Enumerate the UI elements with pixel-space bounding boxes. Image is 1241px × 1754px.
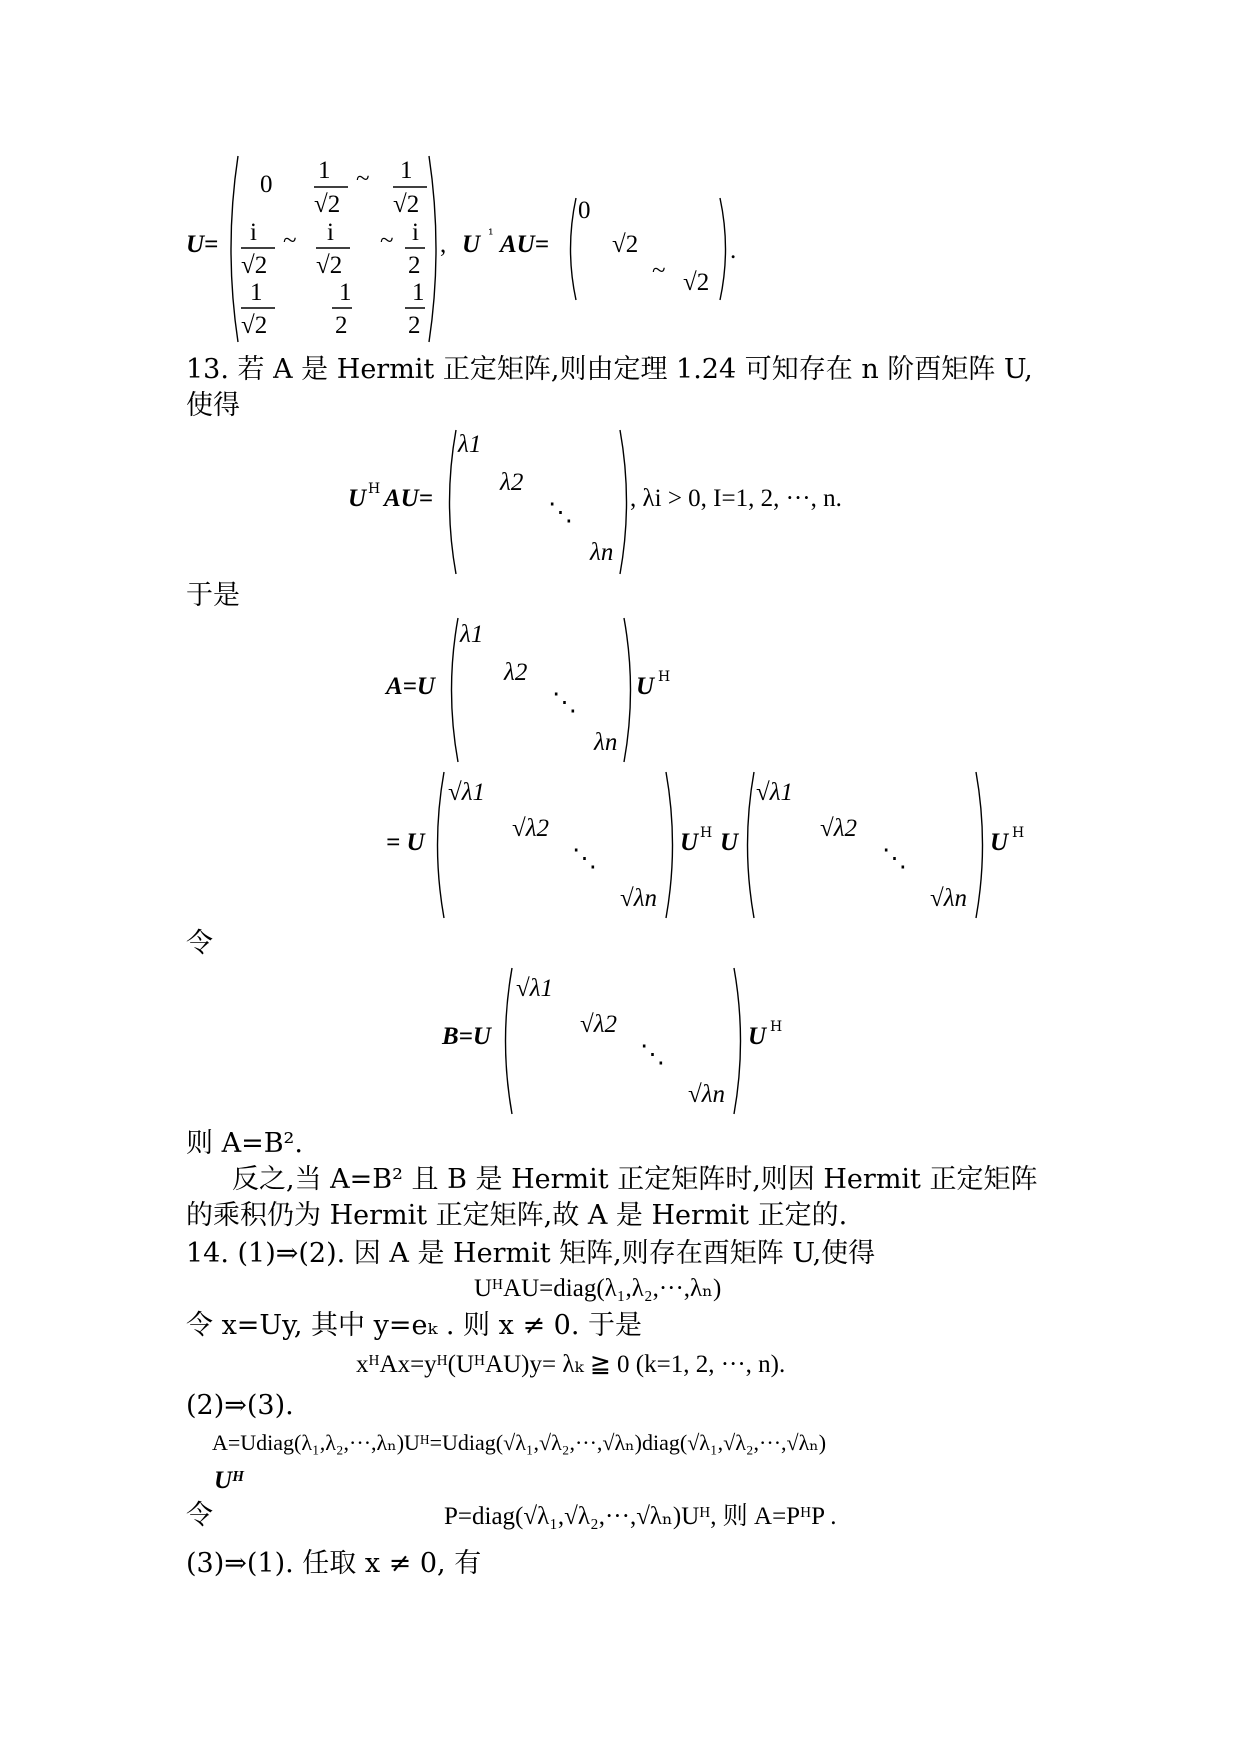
p13-eq2-ln: λn <box>594 729 618 756</box>
p13-eq2-l1: λ1 <box>460 621 484 648</box>
p14-line4: (3)⇒(1). 任取 x ≠ 0, 有 <box>186 1548 482 1579</box>
p13-eq2-dots: ⋱ <box>552 689 577 716</box>
p13-eq2-lhs: A=U <box>386 673 435 700</box>
p13-eq1-ln: λn <box>590 539 614 566</box>
diag1-left-paren <box>566 196 578 302</box>
p14-line1: 14. (1)⇒(2). 因 A 是 Hermit 矩阵,则存在酉矩阵 U,使得 <box>186 1238 876 1269</box>
diag1-entry-1: 0 <box>578 197 591 224</box>
p13-eq3-lhs: = U <box>386 829 425 856</box>
p13-eq3-paren-1l <box>432 770 446 920</box>
p13-eq4-dots: ⋱ <box>640 1041 665 1068</box>
p13-eq3-mid2: U <box>720 829 739 856</box>
diag1-lhs-u: U <box>462 231 481 258</box>
p13-eq4-rhs: U <box>748 1023 767 1050</box>
p13-line1: 13. 若 A 是 Hermit 正定矩阵,则由定理 1.24 可知存在 n 阶酉矩阵 U, <box>186 354 1033 385</box>
diag1-end: . <box>730 237 737 264</box>
p13-eq3-paren-2l <box>742 770 756 920</box>
p13-converse-1: 反之,当 A=B² 且 B 是 Hermit 正定矩阵时,则因 Hermit 正定矩阵 <box>232 1164 1038 1195</box>
diag1-entry-3: √2 <box>683 269 710 296</box>
p14-eq4: P=diag(√λ₁,√λ₂,···,√λₙ)Uᴴ, 则 A=PᴴP . <box>444 1503 837 1530</box>
p13-eq3-paren-2r <box>974 770 988 920</box>
p13-eq1-lhs: U <box>348 485 367 512</box>
p13-eq2-right-paren <box>622 616 636 764</box>
p13-eq4-right-paren <box>732 966 746 1116</box>
p13-eq2-sup: H <box>658 669 671 685</box>
p14-eq3-tail: Uᴴ <box>214 1467 243 1494</box>
p13-eq3-s2: √λ2 <box>512 815 550 842</box>
p13-eq3-t2: √λ2 <box>820 815 858 842</box>
p13-eq3-s1: √λ1 <box>448 779 486 806</box>
p13-eq4-left-paren <box>500 966 514 1116</box>
diag1-right-paren <box>718 196 730 302</box>
p13-eq3-sn: √λn <box>620 885 658 912</box>
p14-eq1: UᴴAU=diag(λ₁,λ₂,···,λₙ) <box>474 1275 722 1302</box>
p13-let: 令 <box>186 928 213 959</box>
p13-eq1-rest: AU= <box>384 485 433 512</box>
p13-converse-2: 的乘积仍为 Hermit 正定矩阵,故 A 是 Hermit 正定的. <box>186 1200 848 1231</box>
p13-eq2-left-paren <box>446 616 460 764</box>
p14-eq3: A=Udiag(λ₁,λ₂,···,λₙ)Uᴴ=Udiag(√λ₁,√λ₂,···,√λₙ)diag(√λ₁,√λ₂,···,√λₙ) <box>212 1430 827 1455</box>
p13-eq2-l2: λ2 <box>504 659 528 686</box>
p13-eq4-s2: √λ2 <box>580 1011 618 1038</box>
matrix-u-left-paren <box>226 154 240 344</box>
p13-eq3-t1: √λ1 <box>756 779 794 806</box>
p13-eq2-rhs: U <box>636 673 655 700</box>
comma: , <box>440 231 447 258</box>
p14-line3: (2)⇒(3). <box>186 1390 294 1421</box>
p13-eq1-sup: H <box>368 481 381 497</box>
p14-line2: 令 x=Uy, 其中 y=eₖ . 则 x ≠ 0. 于是 <box>186 1310 642 1341</box>
p13-eq4-lhs: B=U <box>442 1023 491 1050</box>
p13-eq4-sup: H <box>770 1019 783 1035</box>
p13-eq3-end: U <box>990 829 1009 856</box>
p13-eq3-end-sup: H <box>1012 825 1025 841</box>
diag1-tilde: ~ <box>652 257 666 284</box>
p14-eq2: xᴴAx=yᴴ(UᴴAU)y= λₖ ≧ 0 (k=1, 2, ···, n). <box>356 1351 786 1378</box>
p13-eq3-dots2: ⋱ <box>882 845 907 872</box>
p13-eq4-s1: √λ1 <box>516 975 554 1002</box>
p13-eq1-dots: ⋱ <box>548 499 573 526</box>
p13-eq3-tn: √λn <box>930 885 968 912</box>
p13-conclusion: 则 A=B². <box>186 1128 303 1159</box>
p13-eq1-l2: λ2 <box>500 469 524 496</box>
p13-eq4-sn: √λn <box>688 1081 726 1108</box>
p14-let: 令 <box>186 1500 213 1531</box>
diag1-inverse-mark: ¹ <box>488 227 494 243</box>
matrix-u-lhs: U= <box>186 231 219 258</box>
p13-eq3-paren-1r <box>664 770 678 920</box>
p13-eq1-cond: , λi > 0, I=1, 2, ···, n. <box>630 485 842 512</box>
diag1-lhs-rest: AU= <box>500 231 549 258</box>
p13-eq3-mid-sup: H <box>700 825 713 841</box>
p13-eq1-l1: λ1 <box>458 431 482 458</box>
p13-eq1-left-paren <box>444 428 458 576</box>
p13-eq3-mid: U <box>680 829 699 856</box>
p13-then: 于是 <box>186 580 240 611</box>
diag1-entry-2: √2 <box>612 231 639 258</box>
p13-eq3-dots1: ⋱ <box>572 845 597 872</box>
matrix-u-right-paren <box>427 154 441 344</box>
p13-line2: 使得 <box>186 390 240 421</box>
